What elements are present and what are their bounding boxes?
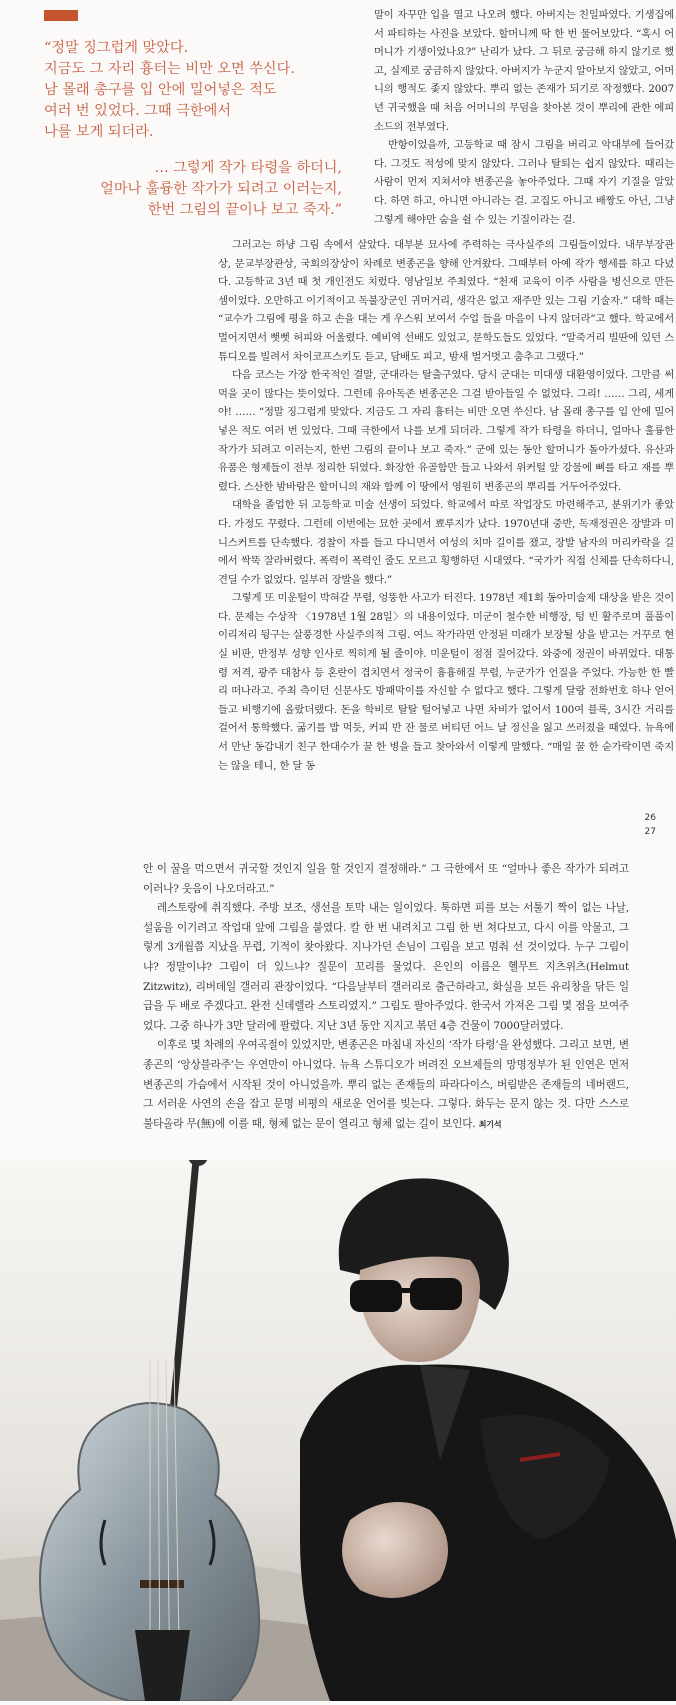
portrait-photo	[0, 1160, 676, 1701]
pull-quote-bottom: … 그렇게 작가 타령을 하더니, 얼마나 훌륭한 작가가 되려고 이러는지, 한번 그림의 끝이나 보고 죽자.”	[100, 160, 342, 218]
body-paragraph	[143, 1036, 629, 1134]
accent-bar	[44, 10, 78, 21]
main-column	[218, 236, 674, 775]
right-column-paragraph: 반항이었을까, 고등학교 때 잠시 그림을 버리고 악대부에 들어갔다. 그것도 적성에 맞지 않았다. 그러나 탈퇴는 쉽지 않았다. 때리는 사람이 먼저 지쳐서야 변종곤을 놓아주었다. 그때 자기 기질을 알았다. 하면 하고, 아니면 아니라는 걸. 고집도 아니고 배짱도 아닌, 그냥 그렇게 해야만 숨을 쉴 수 있는 기질이라는 걸.	[374, 139, 674, 226]
body-paragraph-text: 이후로 몇 차례의 우여곡절이 있었지만, 변종곤은 마침내 자신의 ‘작가 타령’을 완성했다. 그리고 보면, 변종곤의 ‘앙상블라주’는 우연만이 아니었다. 뉴욕 스튜디오가 버려진 오브제들의 망명정부가 된 인연은 먼저 변종곤의 가슴에서 시작된 것이 아니었을까. 뿌리 없는 존재들의 파라다이스, 버림받은 존재들의 네버랜드, 그 서러운 사연의 손을 잡고 문명 비평의 새로운 언어를 빚는다. 그렇다. 화두는 문지 않는 것. 다만 스스로 불타올라 무(無)에 이를 때, 형체 없는 문이 열리고 형체 없는 길이 보인다.	[143, 1039, 629, 1130]
page-number-left: 26	[644, 813, 656, 823]
body-paragraph: 레스토랑에 취직했다. 주방 보조, 생선을 토막 내는 일이었다. 툭하면 피를 보는 서툴기 짝이 없는 나날, 설움을 이기려고 작업대 앞에 그림을 붙였다. 칼 한 번 내려치고 그림 한 번 쳐다보고, 다시 이를 악물고, 그렇게 3개월쯤 지났을 무렵, 기적이 찾아왔다. 지나가던 손님이 그림을 보고 멈춰 선 것이었다. 누구 그림이냐? 정말이냐? 그림이 더 있느냐? 질문이 꼬리를 물었다. 은인의 이름은 헬무트 지츠위츠(Helmut Zitzwitz), 리버데일 갤러리 관장이었다. “다음날부터 갤러리로 출근하라고, 화실을 보든 유리창을 닦든 일급을 두 배로 주겠다고. 완전 신데렐라 스토리였지.” 그림도 팔아주었다. 한국서 가져온 그림 몇 점을 보여주었다. 그중 하나가 3만 달러에 팔렸다. 지난 3년 동안 지지고 볶던 4층 건물이 7000달러였다.	[143, 902, 629, 1032]
body-paragraph: 그러고는 하냥 그림 속에서 살았다. 대부분 묘사에 주력하는 극사실주의 그림들이었다. 내무부장관상, 문교부장관상, 국회의장상이 차례로 변종곤을 향해 안겨왔다. 그때부터 아예 작가 행세를 하고 다녔다. 고등학교 3년 때 첫 개인전도 치렀다. 영남일보 주최였다. “천재 교육이 이주 사람을 병신으로 만든 셈이었다. 오만하고 이기적이고 독불장군인 귀머거리, 생각은 없고 재주만 있는 그림 기술자.” 대학 때는 “교수가 그림에 평을 하고 손을 대는 게 우스워 보여서 수업 들을 마음이 나지 않더라”고 했다. 학교에서 멀어지면서 뻣뻣 허피와 어울렸다. 예비역 선배도 있었고, 문학도들도 있었다. “말죽거리 빌딴에 있던 스튜디오를 빌려서 차이코프스키도 듣고, 담배도 피고, 밤새 벌거벗고 춤추고 그랬다.”	[218, 239, 674, 363]
right-column	[374, 6, 674, 229]
pull-quote-top: “정말 징그럽게 맞았다. 지금도 그 자리 흉터는 비만 오면 쑤신다. 남 몰래 총구를 입 안에 밀어넣은 적도 여러 번 있었다. 그때 극한에서 나를 보게 되더라.	[44, 40, 295, 140]
body-paragraph: 그렇게 또 미운털이 박혀갈 무렵, 엉뚱한 사고가 터진다. 1978년 제1회 동아미술제 대상을 받은 것이다. 문제는 수상작 〈1978년 1월 28일〉의 내용이었다. 미군이 철수한 비행장, 텅 빈 활주로며 풀풀이 이리저리 뒹구는 살풍경한 사실주의적 그림. 여느 작가라면 안정된 미래가 보장될 상을 받고는 거꾸로 현실 비판, 반정부 성향 인사로 찍히게 될 줄이야. 미운털이 점점 질어갔다. 와중에 정권이 바뀌었다. 대통령 저격, 광주 대참사 등 혼란이 겹치면서 정국이 흉흉해질 무렵, 누군가가 언질을 주었다. 가능한 한 빨리 떠나라고. 주최 측이던 신문사도 방패막이를 자신할 수 없다고 했다. 그렇게 달랑 전화번호 하나 얻어 들고 비행기에 올랐더랬다. 돈을 학비로 탈탈 털어넣고 나면 차비가 없어서 100여 블록, 3시간 거리를 걸어서 통학했다. 굶기를 밥 먹듯, 커피 반 잔 물로 버티던 어느 날 정신을 잃고 쓰러졌을 때였다. 뉴욕에서 만난 동갑내기 친구 한대수가 꿀 한 병을 들고 찾아와서 이렇게 말했다. “매일 꿀 한 숟가락이면 죽지는 않을 테니, 한 달 동	[218, 592, 674, 772]
page-number-right: 27	[644, 827, 656, 837]
body-paragraph: 안 이 꿀을 먹으면서 귀국할 것인지 일을 할 것인지 결정해라.” 그 극한에서 또 “얼마나 좋은 작가가 되려고 이러나? 웃음이 나오더라고.”	[143, 863, 629, 895]
author-byline: 최기석	[478, 1118, 502, 1129]
portrait-photo-illustration	[0, 1160, 676, 1701]
body-paragraph: 다음 코스는 가장 한국적인 결말, 군대라는 탈출구였다. 당시 군대는 미대생 대환영이었다. 그만큼 써먹을 곳이 많다는 뜻이었다. 그런데 유아독존 변종곤은 그걸 받아들일 수 없었다. 그리! …… 그리, 세게야! …… “정말 징그럽게 맞았다. 지금도 그 자리 흉터는 비만 오면 쑤신다. 남 몰래 총구를 입 안에 밀어넣은 적도 여러 번 있었다. 그때 극한에서 나를 보게 되더라. 그렇게 작가 타령을 하더니, 얼마나 훌륭한 작가가 되려고 이러는지, 한번 그림의 끝이나 보고 죽자.” 군에 있는 동안 할머니가 돌아가셨다. 유산과 유품은 형제들이 전부 정리한 뒤였다. 화장한 유골함만 들고 나와서 위커털 앞 강물에 뼈를 타고 재를 뿌렸다. 스산한 밤바람은 할머니의 재와 함께 이 땅에서 영원히 변종곤의 뿌리를 거두어주었다.	[218, 369, 674, 493]
body-paragraph: 대학을 졸업한 뒤 고등학교 미술 선생이 되었다. 학교에서 따로 작업장도 마련해주고, 분위기가 좋았다. 가정도 꾸렸다. 그런데 이번에는 묘한 곳에서 뾰루지가 났다. 1970년대 중반, 독재정권은 장발과 미니스커트를 단속했다. 경찰이 자를 들고 다니면서 여성의 치마 길이를 쟀고, 장발 남자의 머리카락을 길에서 싹뚝 잘라버렸다. 폭력이 폭력인 줄도 모르고 횡행하던 시대였다. “국가가 직접 신체를 단속하다니, 견딜 수가 없었다. 일부러 장발을 했다.”	[218, 499, 674, 586]
right-column-paragraph: 말이 자꾸만 입을 열고 나오려 했다. 아버지는 친일파였다. 기생집에서 파티하는 사진을 보았다. 할머니께 딱 한 번 물어보았다. “혹시 어머니가 기생이었나요?” 난리가 났다. 그 뒤로 궁금해 하지 않기로 했고, 실제로 궁금하지 않았다. 아버지가 누군지 알아보지 않았고, 어머니의 행적도 좇지 않았다. 뿌리 없는 존재가 되기로 작정했다. 2007년 귀국했을 때 처음 어머니의 무덤을 찾아본 것이 뿌리에 관한 에피소드의 전부였다.	[374, 9, 674, 133]
bottom-column	[143, 860, 629, 1134]
